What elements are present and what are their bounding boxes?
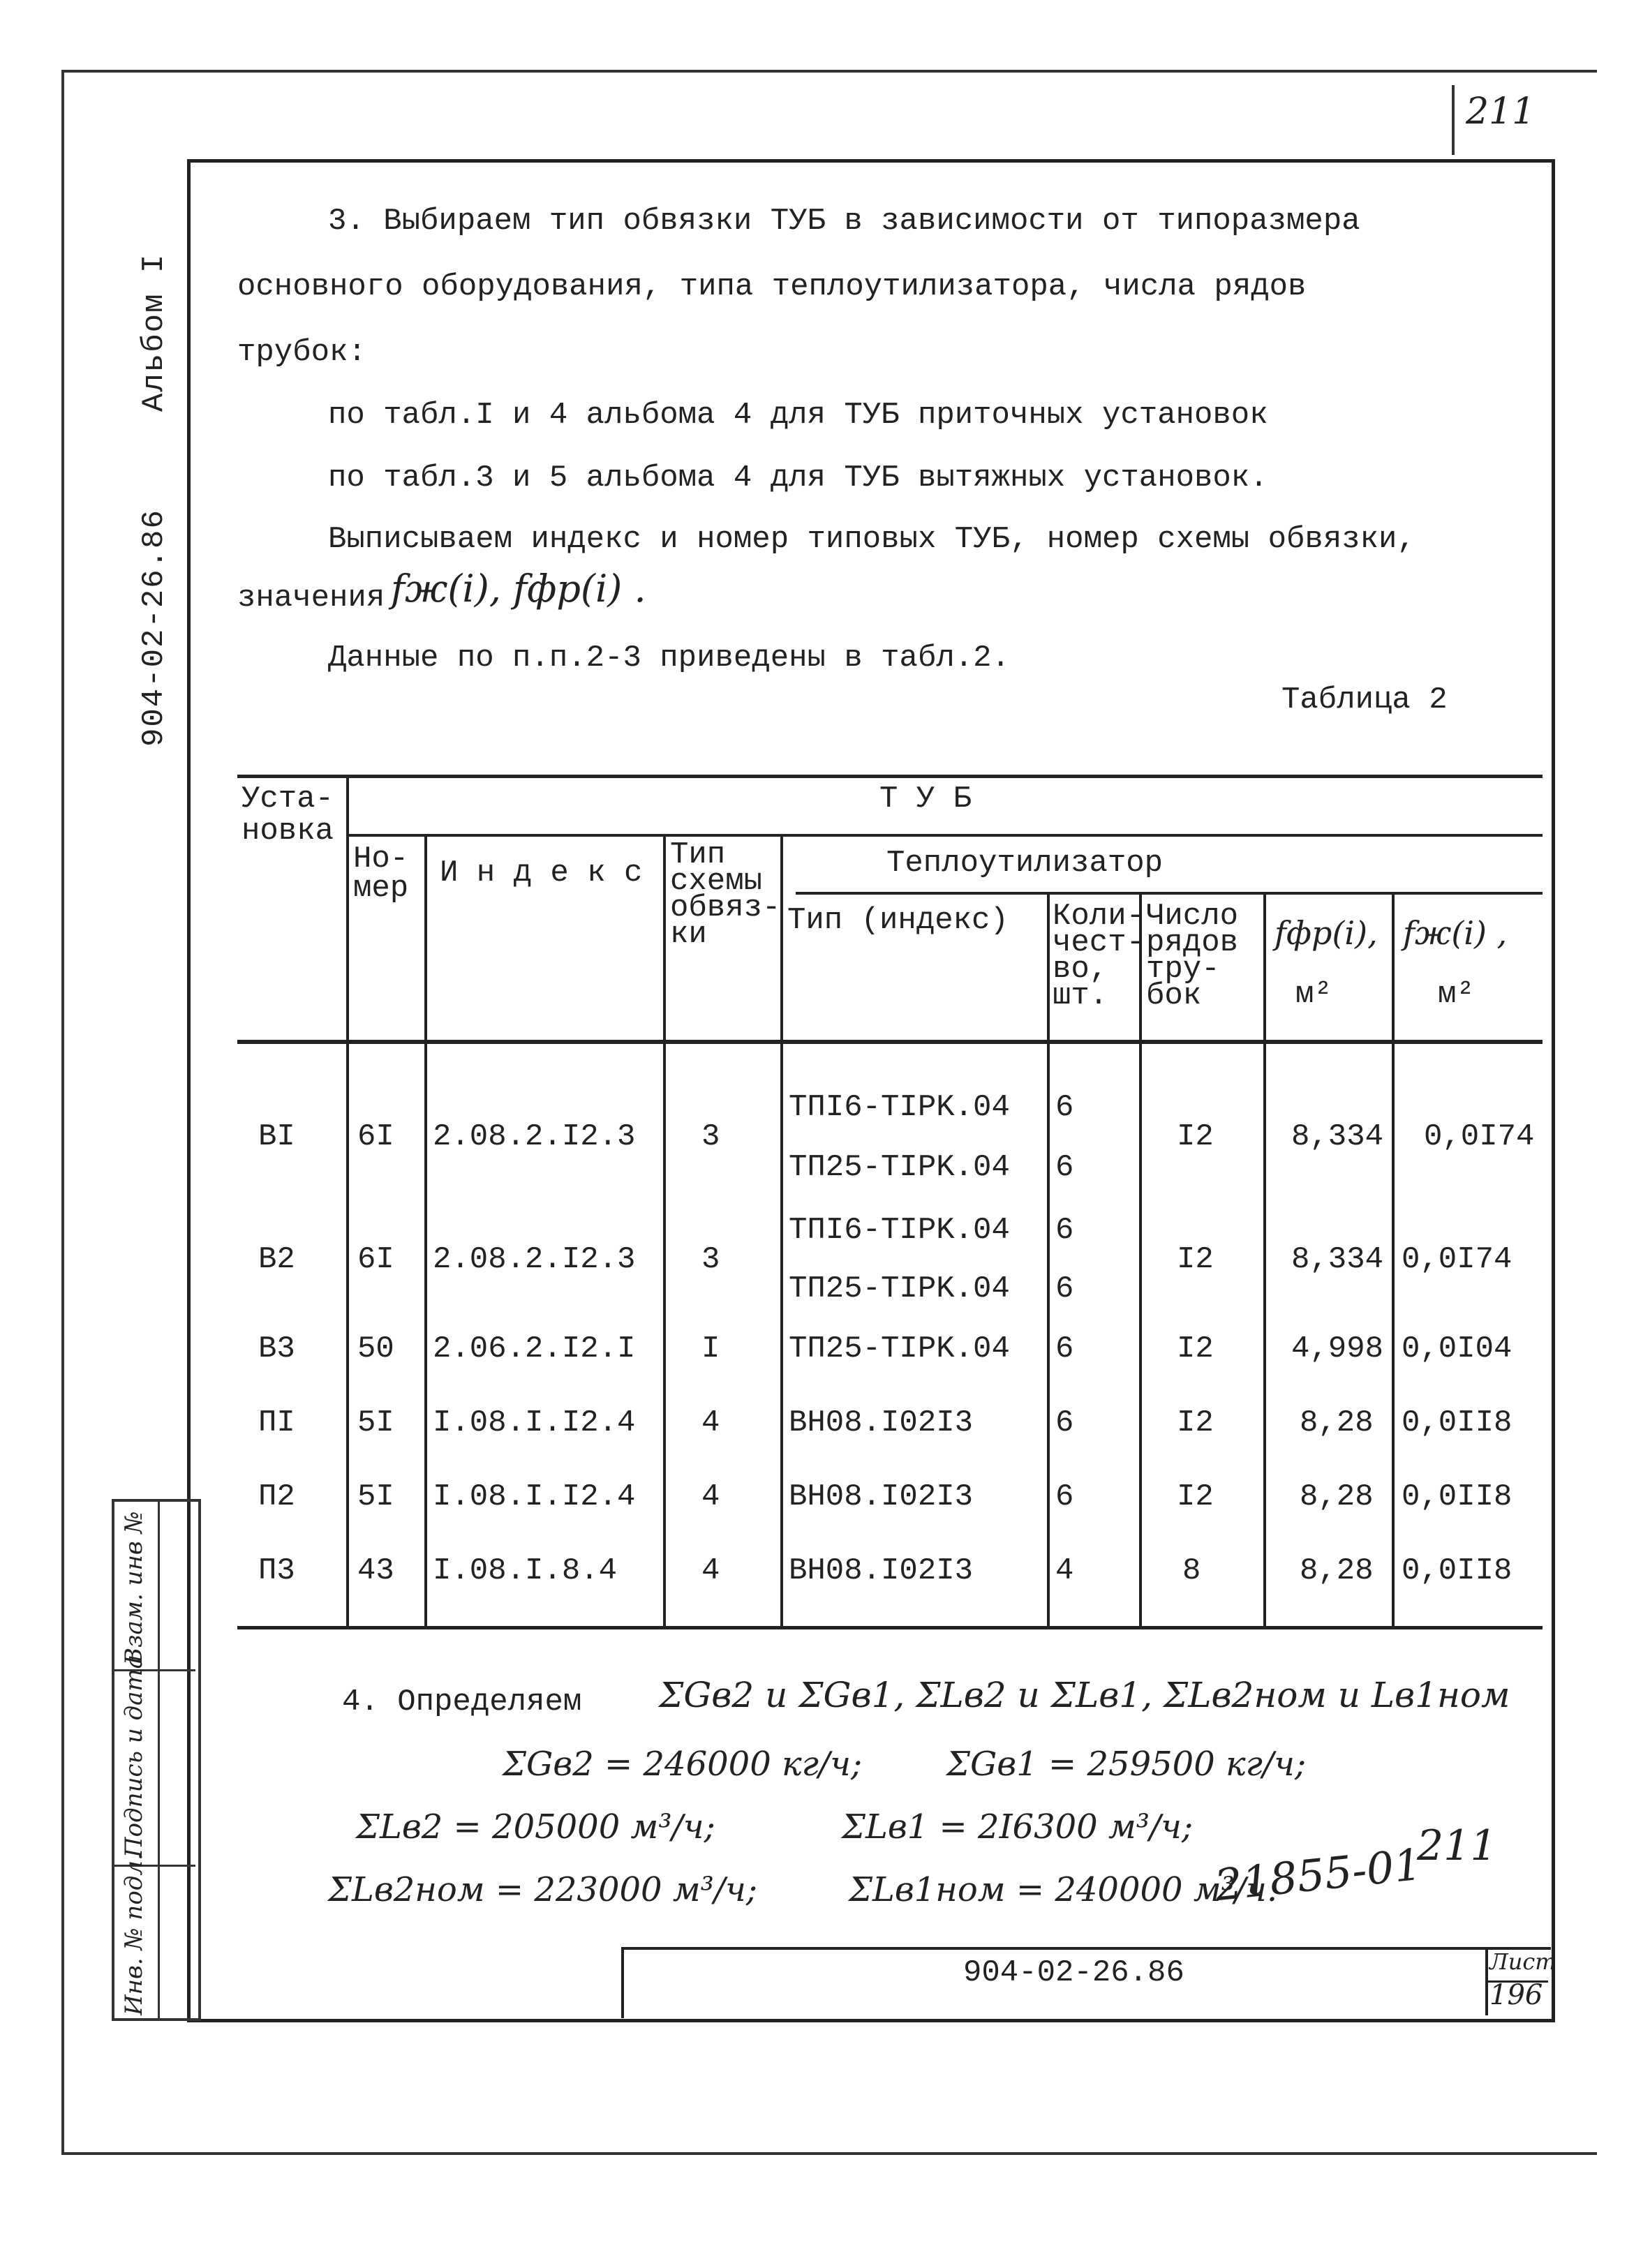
- s4-formula: ΣGв2 и ΣGв1, ΣLв2 и ΣLв1, ΣLв2ном и Lв1ном: [659, 1675, 1510, 1715]
- cell-idx: I.08.I.I2.4: [433, 1479, 636, 1514]
- cell-nom: 50: [357, 1331, 394, 1366]
- hdr-tip-skh-line: обвяз-: [670, 890, 781, 925]
- hdr-tip-skh: [670, 837, 781, 952]
- cell-ffr: 8,28: [1300, 1479, 1374, 1514]
- table-hline: [346, 834, 1543, 837]
- hdr-ryad-line: рядов: [1146, 925, 1239, 960]
- cell-kol: 6: [1055, 1213, 1074, 1248]
- cell-kol: 6: [1055, 1150, 1074, 1185]
- cell-tip: ТП25-TIPK.04: [789, 1271, 1010, 1306]
- cell-ryad: I2: [1177, 1242, 1214, 1277]
- hdr-tip-skh-line: схемы: [670, 864, 763, 899]
- handwritten-sup: 211: [1417, 1821, 1497, 1870]
- hdr-nomer2: мер: [353, 871, 409, 906]
- cell-tip: ВН08.I02I3: [789, 1405, 974, 1440]
- cell-fzh: 0,0I04: [1402, 1331, 1512, 1366]
- cell-tip: ТП25-TIPK.04: [789, 1150, 1010, 1185]
- cell-fzh: 0,0II8: [1402, 1405, 1512, 1440]
- cell-kol: 6: [1055, 1479, 1074, 1514]
- s4-l1a: ΣGв2 = 246000 кг/ч;: [503, 1745, 863, 1784]
- table-vline: [780, 834, 783, 1626]
- hdr-ffr: fфр(i),: [1274, 914, 1378, 952]
- cell-ryad: I2: [1177, 1405, 1214, 1440]
- cell-kol: 6: [1055, 1331, 1074, 1366]
- p3-line8: Данные по п.п.2-3 приведены в табл.2.: [328, 641, 1010, 676]
- cell-skh: I: [701, 1331, 720, 1366]
- sheet-number: 196: [1489, 1979, 1543, 2011]
- hdr-ryad: [1146, 899, 1239, 1013]
- cell-idx: 2.08.2.I2.3: [433, 1242, 636, 1277]
- handwritten-number: 21855-01: [1212, 1838, 1425, 1911]
- p3-line5: по табл.3 и 5 альбома 4 для ТУБ вытяжных установок.: [328, 461, 1268, 495]
- hdr-tip-skh-line: ки: [670, 917, 707, 952]
- cell-kol: 4: [1055, 1553, 1074, 1588]
- side-code: 904-02-26.86: [137, 509, 172, 747]
- cell-tip: ТПI6-TIPK.04: [789, 1213, 1010, 1248]
- page-number: 211: [1466, 91, 1536, 133]
- cell-nom: 5I: [357, 1479, 394, 1514]
- table-vline: [1047, 892, 1050, 1626]
- cell-skh: 4: [701, 1479, 720, 1514]
- cell-ryad: I2: [1177, 1331, 1214, 1366]
- hdr-ryad-line: тру-: [1146, 952, 1220, 987]
- cell-skh: 4: [701, 1405, 720, 1440]
- table-vline: [346, 775, 349, 1626]
- p3-line6: Выписываем индекс и номер типовых ТУБ, номер схемы обвязки,: [328, 522, 1415, 557]
- table-top-line: [237, 775, 1543, 778]
- stamp-vzam: Взам. инв №: [120, 1511, 148, 1665]
- s4-title: 4. Определяем: [342, 1685, 582, 1719]
- cell-ust: В2: [258, 1242, 295, 1277]
- hdr-ryad-line: бок: [1146, 978, 1202, 1013]
- cell-ust: П3: [258, 1553, 295, 1588]
- cell-idx: 2.06.2.I2.I: [433, 1331, 636, 1366]
- hdr-ust2: новка: [241, 814, 334, 849]
- hdr-kol-line: Коли-: [1053, 899, 1145, 934]
- cell-tip: ВН08.I02I3: [789, 1479, 974, 1514]
- cell-nom: 5I: [357, 1405, 394, 1440]
- table-bottom-line: [237, 1626, 1543, 1629]
- cell-tip: ТП25-TIPK.04: [789, 1331, 1010, 1366]
- s4-l1b: ΣGв1 = 259500 кг/ч;: [946, 1745, 1307, 1784]
- cell-fzh: 0,0II8: [1402, 1479, 1512, 1514]
- table-header-bottom: [237, 1040, 1543, 1044]
- stamp-column: [112, 1499, 201, 2021]
- cell-skh: 3: [701, 1242, 720, 1277]
- cell-kol: 6: [1055, 1090, 1074, 1125]
- hdr-ust: Уста-: [241, 782, 334, 816]
- cell-fzh: 0,0I74: [1424, 1119, 1535, 1154]
- cell-ffr: 8,28: [1300, 1405, 1374, 1440]
- table-caption: Таблица 2: [1281, 682, 1448, 717]
- hdr-tip-ind: Тип (индекс): [787, 903, 1009, 938]
- cell-nom: 43: [357, 1553, 394, 1588]
- cell-ryad: I2: [1177, 1479, 1214, 1514]
- cell-skh: 3: [701, 1119, 720, 1154]
- cell-kol: 6: [1055, 1271, 1074, 1306]
- hdr-m2: м²: [1295, 977, 1332, 1012]
- hdr-ryad-line: Число: [1146, 899, 1239, 934]
- cell-idx: I.08.I.I2.4: [433, 1405, 636, 1440]
- hdr-tub: Т У Б: [879, 782, 972, 816]
- stamp-inv-podl: Инв. № подл.: [120, 1853, 148, 2015]
- cell-ryad: 8: [1182, 1553, 1201, 1588]
- stamp-podpis: Подпись и дата: [120, 1655, 148, 1858]
- doc-code: 904-02-26.86: [963, 1955, 1184, 1990]
- s4-l3a: ΣLв2ном = 223000 м³/ч;: [328, 1870, 758, 1909]
- cell-nom: 6I: [357, 1119, 394, 1154]
- cell-ffr: 4,998: [1291, 1331, 1384, 1366]
- cell-ffr: 8,334: [1291, 1242, 1384, 1277]
- hdr-nomer: Но-: [353, 842, 409, 876]
- hdr-teplo: Теплоутилизатор: [886, 846, 1164, 881]
- s4-l2a: ΣLв2 = 205000 м³/ч;: [356, 1807, 715, 1847]
- table-vline: [663, 834, 666, 1626]
- cell-ust: В3: [258, 1331, 295, 1366]
- sheet-label: Лист: [1489, 1948, 1556, 1975]
- cell-idx: I.08.I.8.4: [433, 1553, 618, 1588]
- cell-nom: 6I: [357, 1242, 394, 1277]
- cell-tip: ВН08.I02I3: [789, 1553, 974, 1588]
- cell-kol: 6: [1055, 1405, 1074, 1440]
- table-vline: [424, 834, 427, 1626]
- cell-ryad: I2: [1177, 1119, 1214, 1154]
- cell-ust: ПI: [258, 1405, 295, 1440]
- cell-fzh: 0,0I74: [1402, 1242, 1512, 1277]
- cell-skh: 4: [701, 1553, 720, 1588]
- hdr-tip-skh-line: Тип: [670, 837, 726, 872]
- cell-ffr: 8,28: [1300, 1553, 1374, 1588]
- hdr-index: И н д е к с: [440, 856, 643, 890]
- table-hline: [796, 892, 1543, 895]
- hdr-kol-line: шт.: [1053, 978, 1108, 1013]
- hdr-kol-line: во,: [1053, 952, 1108, 987]
- table-vline: [1263, 892, 1266, 1626]
- cell-ust: ВI: [258, 1119, 295, 1154]
- hdr-kol-line: чест-: [1053, 925, 1145, 960]
- p3-line7: значения: [237, 581, 385, 616]
- table-vline: [1392, 892, 1395, 1626]
- hdr-m2: м²: [1438, 977, 1475, 1012]
- hdr-fzh: fж(i) ,: [1403, 914, 1508, 952]
- stamp-divider: [158, 1502, 160, 2018]
- p3-line2: основного оборудования, типа теплоутилизатора, числа рядов: [237, 269, 1307, 304]
- s4-l3b: ΣLв1ном = 240000 м³/ч.: [849, 1870, 1278, 1909]
- hdr-kol: [1053, 899, 1145, 1013]
- p3-line4: по табл.I и 4 альбома 4 для ТУБ приточных установок: [328, 398, 1268, 433]
- cell-fzh: 0,0II8: [1402, 1553, 1512, 1588]
- p3-formula: fж(i), fфр(i) .: [391, 567, 646, 611]
- cell-idx: 2.08.2.I2.3: [433, 1119, 636, 1154]
- cell-ust: П2: [258, 1479, 295, 1514]
- p3-line3: трубок:: [237, 335, 366, 370]
- cell-tip: ТПI6-TIPK.04: [789, 1090, 1010, 1125]
- s4-l2b: ΣLв1 = 2I6300 м³/ч;: [842, 1807, 1194, 1847]
- side-album: Альбом I: [137, 253, 172, 412]
- p3-line1: 3. Выбираем тип обвязки ТУБ в зависимости от типоразмера: [328, 204, 1360, 239]
- cell-ffr: 8,334: [1291, 1119, 1384, 1154]
